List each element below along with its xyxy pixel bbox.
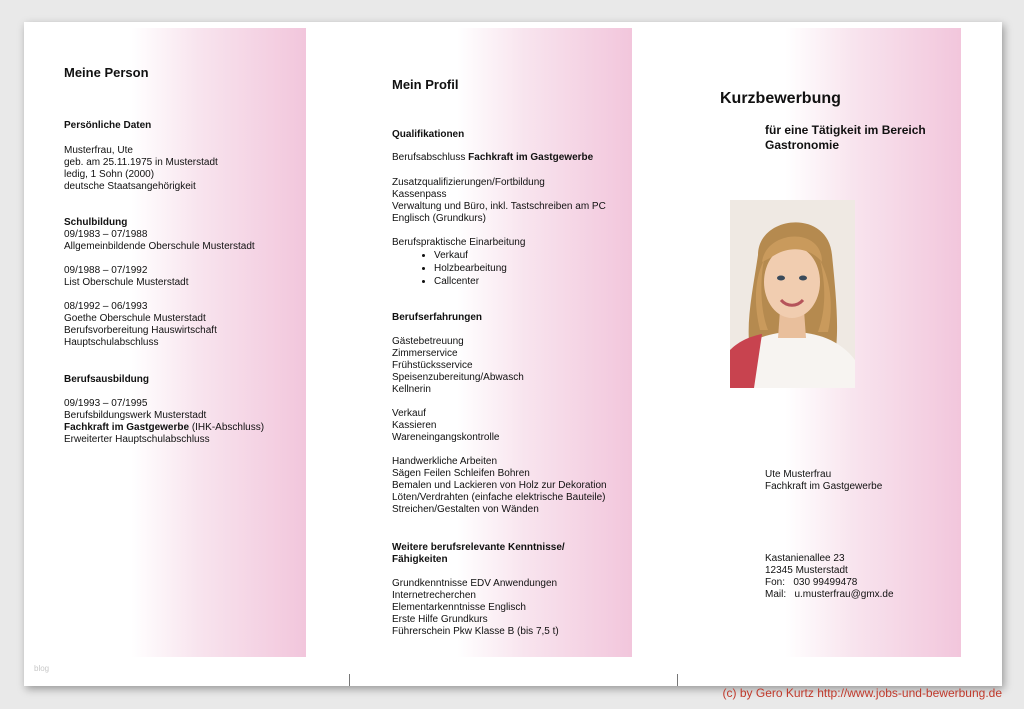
experience-item: Wareneingangskontrolle bbox=[392, 432, 500, 443]
fold-mark-right bbox=[677, 674, 678, 686]
watermark: blog bbox=[34, 664, 50, 673]
qualification-line bbox=[392, 152, 593, 164]
practical-training bbox=[392, 237, 525, 288]
list-item: • Verkauf bbox=[434, 249, 525, 262]
copyright-credit[interactable]: (c) by Gero Kurtz http://www.jobs-und-bewerbung.de bbox=[722, 686, 1002, 700]
skill-item: Führerschein Pkw Klasse B (bis 7,5 t) bbox=[392, 626, 559, 637]
qualification-item: Kassenpass bbox=[392, 189, 447, 200]
qualification-item: Englisch (Grundkurs) bbox=[392, 213, 486, 224]
heading-further-skills bbox=[392, 542, 565, 566]
experience-item: Sägen Feilen Schleifen Bohren bbox=[392, 468, 530, 479]
mail-address: u.musterfrau@gmx.de bbox=[794, 589, 894, 600]
fold-mark-left bbox=[349, 674, 350, 686]
experience-item: Löten/Verdrahten (einfache elektrische Bauteile) bbox=[392, 492, 606, 503]
skill-item: Grundkenntnisse EDV Anwendungen bbox=[392, 578, 558, 589]
personal-line: Musterfrau, Ute bbox=[64, 145, 133, 156]
experience-item: Zimmerservice bbox=[392, 348, 458, 359]
phone-label: Fon: bbox=[765, 577, 786, 588]
school-block bbox=[64, 217, 255, 349]
school-line: Hauptschulabschluss bbox=[64, 337, 159, 348]
portrait-illustration bbox=[730, 200, 855, 388]
applicant-name: Ute Musterfrau bbox=[765, 469, 832, 480]
training-block bbox=[64, 398, 264, 446]
personal-line: geb. am 25.11.1975 in Musterstadt bbox=[64, 157, 218, 168]
heading-meine-person: Meine Person bbox=[64, 65, 149, 80]
experience-item: Speisenzubereitung/Abwasch bbox=[392, 372, 524, 383]
heading-berufsausbildung: Berufsausbildung bbox=[64, 374, 150, 385]
heading-berufserfahrungen: Berufserfahrungen bbox=[392, 312, 483, 323]
document-subtitle bbox=[765, 123, 926, 153]
experience-item: Handwerkliche Arbeiten bbox=[392, 456, 498, 467]
list-item: • Callcenter bbox=[434, 275, 525, 288]
experience-item: Verkauf bbox=[392, 408, 426, 419]
training-line: Berufsbildungswerk Musterstadt bbox=[64, 410, 207, 421]
applicant-identity bbox=[765, 469, 882, 493]
personal-data-block bbox=[64, 145, 218, 193]
contact-city: 12345 Musterstadt bbox=[765, 565, 848, 576]
heading-schulbildung: Schulbildung bbox=[64, 217, 128, 228]
training-qualification: Fachkraft im Gastgewerbe bbox=[64, 422, 190, 433]
training-line: Erweiterter Hauptschulabschluss bbox=[64, 434, 210, 445]
experience-item: Kellnerin bbox=[392, 384, 431, 395]
qualification-item: Zusatzqualifizierungen/Fortbildung bbox=[392, 177, 545, 188]
contact-phone-row bbox=[765, 577, 894, 589]
school-line: Berufsvorbereitung Hauswirtschaft bbox=[64, 325, 217, 336]
heading-personal-data: Persönliche Daten bbox=[64, 120, 152, 131]
school-line: Allgemeinbildende Oberschule Musterstadt bbox=[64, 241, 255, 252]
school-line: Goethe Oberschule Musterstadt bbox=[64, 313, 206, 324]
practical-label: Berufspraktische Einarbeitung bbox=[392, 237, 526, 248]
qualification-prefix: Berufsabschluss bbox=[392, 152, 469, 163]
heading-qualifikationen: Qualifikationen bbox=[392, 129, 465, 140]
contact-street: Kastanienallee 23 bbox=[765, 553, 845, 564]
personal-line: deutsche Staatsangehörigkeit bbox=[64, 181, 196, 192]
skill-item: Erste Hilfe Grundkurs bbox=[392, 614, 488, 625]
experience-item: Gästebetreuung bbox=[392, 336, 464, 347]
personal-line: ledig, 1 Sohn (2000) bbox=[64, 169, 155, 180]
experience-item: Frühstücksservice bbox=[392, 360, 473, 371]
experience-block bbox=[392, 336, 607, 516]
experience-item: Bemalen und Lackieren von Holz zur Dekoration bbox=[392, 480, 607, 491]
heading-mein-profil: Mein Profil bbox=[392, 77, 459, 92]
school-line: 08/1992 – 06/1993 bbox=[64, 301, 148, 312]
training-line bbox=[64, 422, 264, 434]
experience-item: Streichen/Gestalten von Wänden bbox=[392, 504, 539, 515]
experience-item: Kassieren bbox=[392, 420, 437, 431]
practical-list bbox=[392, 249, 525, 288]
training-line: 09/1993 – 07/1995 bbox=[64, 398, 148, 409]
school-line: List Oberschule Musterstadt bbox=[64, 277, 189, 288]
subtitle-line: Gastronomie bbox=[765, 138, 840, 152]
list-item: • Holzbearbeitung bbox=[434, 262, 525, 275]
qualification-name: Fachkraft im Gastgewerbe bbox=[468, 152, 594, 163]
further-heading-line: Fähigkeiten bbox=[392, 554, 448, 565]
subtitle-line: für eine Tätigkeit im Bereich bbox=[765, 123, 926, 137]
school-line: 09/1988 – 07/1992 bbox=[64, 265, 148, 276]
training-qualification-note: (IHK-Abschluss) bbox=[189, 422, 265, 433]
contact-block bbox=[765, 553, 894, 601]
mail-label: Mail: bbox=[765, 589, 787, 600]
applicant-photo bbox=[730, 200, 855, 388]
school-line: 09/1983 – 07/1988 bbox=[64, 229, 148, 240]
further-heading-line: Weitere berufsrelevante Kenntnisse/ bbox=[392, 542, 565, 553]
skill-item: Internetrecherchen bbox=[392, 590, 476, 601]
skill-item: Elementarkenntnisse Englisch bbox=[392, 602, 526, 613]
further-skills-block bbox=[392, 578, 559, 638]
qualification-item: Verwaltung und Büro, inkl. Tastschreiben am PC bbox=[392, 201, 606, 212]
additional-qualifications bbox=[392, 177, 606, 225]
applicant-job: Fachkraft im Gastgewerbe bbox=[765, 481, 883, 492]
phone-number: 030 99499478 bbox=[793, 577, 858, 588]
document-title: Kurzbewerbung bbox=[720, 90, 841, 107]
contact-mail-row bbox=[765, 589, 894, 601]
